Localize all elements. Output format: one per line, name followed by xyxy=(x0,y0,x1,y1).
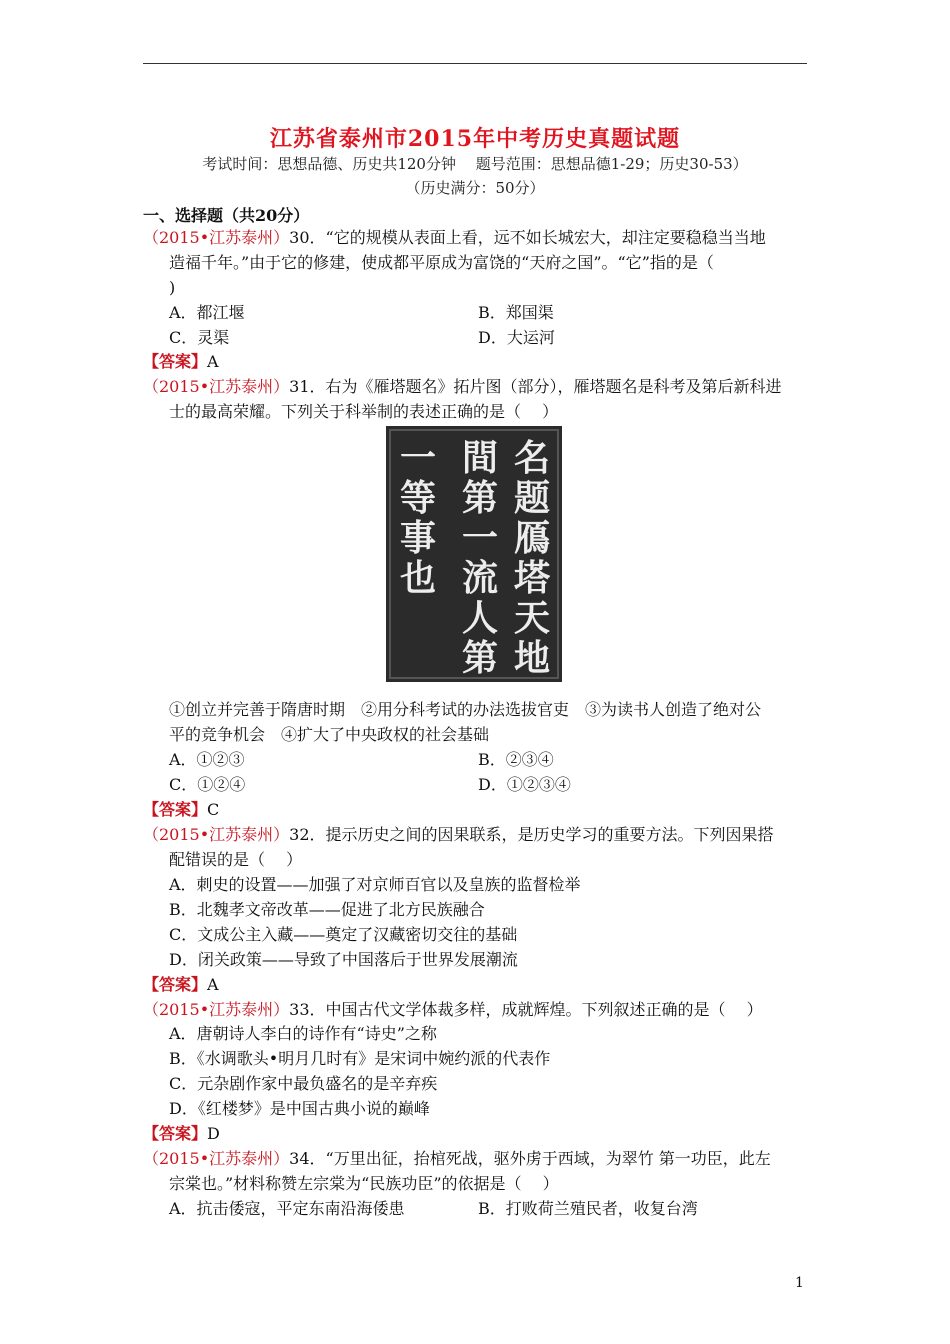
question-source: （2015•江苏泰州） xyxy=(143,1000,290,1019)
full-score: （历史满分：50分） xyxy=(405,179,545,197)
question-source: （2015•江苏泰州） xyxy=(143,1149,290,1168)
question-source: （2015•江苏泰州） xyxy=(143,228,290,247)
question-33: （2015•江苏泰州）33．中国古代文学体裁多样，成就辉煌。下列叙述正确的是（ ） xyxy=(143,1000,763,1019)
question-source: （2015•江苏泰州） xyxy=(143,377,290,396)
option-b[interactable]: B．郑国渠 xyxy=(478,303,554,322)
answer: 【答案】A xyxy=(143,975,219,994)
option-d[interactable]: D．①②③④ xyxy=(478,775,571,794)
yanta-rubbing-image xyxy=(386,426,562,682)
exam-meta: 考试时间：思想品德、历史共120分钟 题号范围：思想品德1-29；历史30-53） xyxy=(202,155,748,173)
answer: 【答案】A xyxy=(143,352,219,371)
question-31: （2015•江苏泰州）31．右为《雁塔题名》拓片图（部分），雁塔题名是科考及第后新科进 士的最高荣耀。下列关于科举制的表述正确的是（ ） xyxy=(143,377,782,421)
option-c[interactable]: C．灵渠 xyxy=(169,328,230,347)
option-d[interactable]: D．闭关政策——导致了中国落后于世界发展潮流 xyxy=(169,950,518,969)
option-a[interactable]: A．抗击倭寇，平定东南沿海倭患 xyxy=(169,1199,405,1218)
page-title: 江苏省泰州市2015年中考历史真题试题 xyxy=(269,126,681,152)
option-a[interactable]: A．都江堰 xyxy=(169,303,245,322)
rubbing-column-1: 名题鴈塔天地 xyxy=(513,437,551,679)
option-c[interactable]: C．①②④ xyxy=(169,775,246,794)
option-d[interactable]: D．大运河 xyxy=(478,328,555,347)
option-c[interactable]: C．文成公主入藏——奠定了汉藏密切交往的基础 xyxy=(169,925,518,944)
page-number: 1 xyxy=(795,1275,804,1291)
option-a[interactable]: A．①②③ xyxy=(169,750,245,769)
question-source: （2015•江苏泰州） xyxy=(143,825,290,844)
header-rule xyxy=(143,63,807,64)
option-b[interactable]: B．北魏孝文帝改革——促进了北方民族融合 xyxy=(169,900,485,919)
question-32: （2015•江苏泰州）32．提示历史之间的因果联系，是历史学习的重要方法。下列因果搭 配错误的是（ ） xyxy=(143,825,774,869)
answer: 【答案】C xyxy=(143,800,220,819)
question-34: （2015•江苏泰州）34．“万里出征，抬棺死战，驱外虏于西域，为翠竹 第一功臣，此左 宗棠也。”材料称赞左宗棠为“民族功臣”的依据是（ ） xyxy=(143,1149,771,1193)
answer: 【答案】D xyxy=(143,1124,220,1143)
option-b[interactable]: B．②③④ xyxy=(478,750,554,769)
question-31-statements: ①创立并完善于隋唐时期 ②用分科考试的办法选拔官吏 ③为读书人创造了绝对公 平的竞争机会 ④扩大了中央政权的社会基础 xyxy=(169,700,762,744)
section-title: 一、选择题（共20分） xyxy=(143,206,310,225)
option-b[interactable]: B．打败荷兰殖民者，收复台湾 xyxy=(478,1199,698,1218)
question-30: （2015•江苏泰州）30．“它的规模从表面上看，远不如长城宏大，却注定要稳稳当当地 造福千年。”由于它的修建，使成都平原成为富饶的“天府之国”。“它”指的是（ ) xyxy=(143,228,766,297)
option-a[interactable]: A．唐朝诗人李白的诗作有“诗史”之称 xyxy=(169,1024,437,1043)
option-a[interactable]: A．刺史的设置——加强了对京师百官以及皇族的监督检举 xyxy=(169,875,581,894)
option-c[interactable]: C．元杂剧作家中最负盛名的是辛弃疾 xyxy=(169,1074,438,1093)
option-d[interactable]: D．《红楼梦》是中国古典小说的巅峰 xyxy=(169,1099,430,1118)
rubbing-column-2: 間第一流人第 xyxy=(461,437,499,679)
rubbing-column-3: 一等事也 xyxy=(399,437,437,599)
option-b[interactable]: B．《水调歌头•明月几时有》是宋词中婉约派的代表作 xyxy=(169,1049,551,1068)
